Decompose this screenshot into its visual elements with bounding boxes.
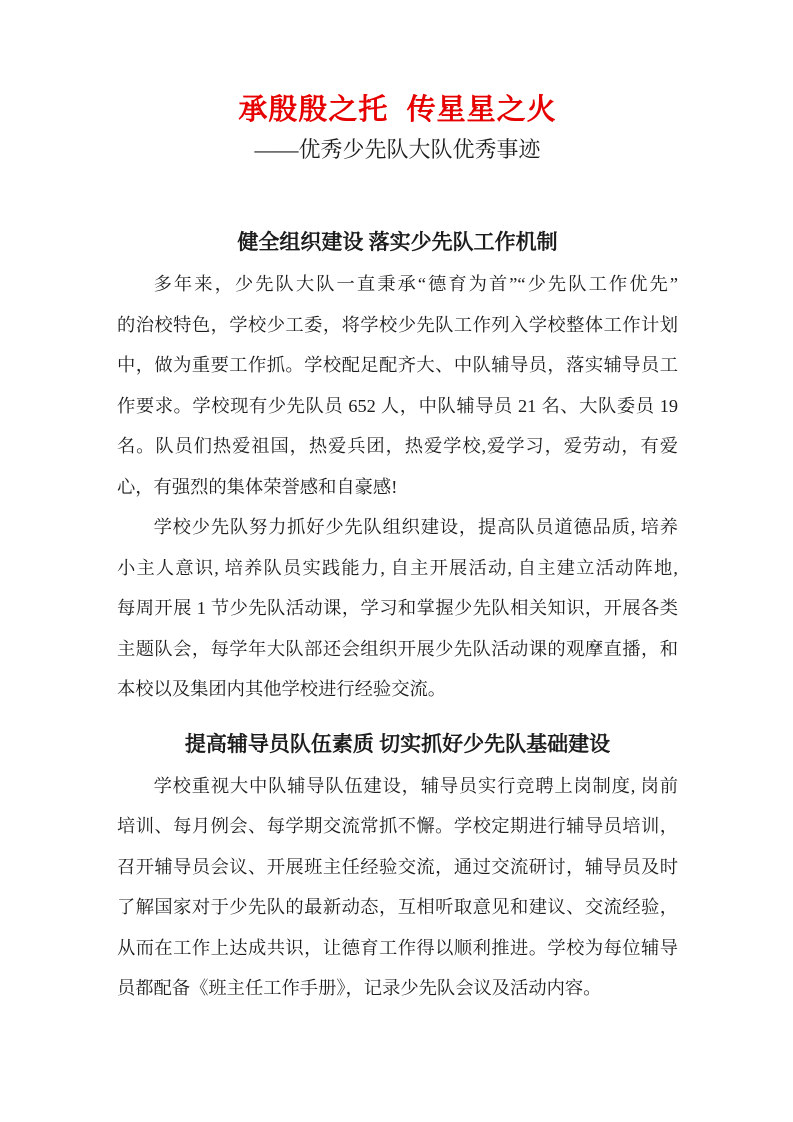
section [117, 226, 678, 710]
section-heading: 健全组织建设 落实少先队工作机制 [237, 230, 558, 254]
text-line: 作要求。学校现有少先队员 652 人，中队辅导员 21 名、大队委员 19 [117, 395, 678, 416]
section-heading: 提高辅导员队伍素质 切实抓好少先队基础建设 [184, 731, 611, 756]
document-title: 承殷殷之托 传星星之火 [238, 94, 557, 126]
text-line: 从而在工作上达成共识，让德育工作得以顺利推进。学校为每位辅导 [117, 937, 678, 958]
text-line: 每周开展 1 节少先队活动课，学习和掌握少先队相关知识，开展各类 [117, 598, 678, 618]
text-line: 名。队员们热爱祖国，热爱兵团，热爱学校,爱学习，爱劳动，有爱 [117, 436, 678, 456]
text-line: 的治校特色，学校少工委，将学校少先队工作列入学校整体工作计划 [117, 314, 678, 335]
document-body [117, 226, 678, 1009]
paragraph [117, 766, 678, 1009]
text-line: 主题队会，每学年大队部还会组织开展少先队活动课的观摩直播，和 [117, 638, 678, 659]
text-line: 了解国家对于少先队的最新动态，互相听取意见和建议、交流经验， [117, 897, 678, 917]
text-line: 召开辅导员会议、开展班主任经验交流，通过交流研讨，辅导员及时 [117, 856, 678, 877]
paragraph [117, 264, 678, 507]
text-line: 学校少先队努力抓好少先队组织建设，提高队员道德品质, 培养 [153, 517, 678, 537]
text-line: 心，有强烈的集体荣誉感和自豪感! [117, 476, 398, 497]
text-line: 培训、每月例会、每学期交流常抓不懈。学校定期进行辅导员培训， [117, 816, 678, 836]
text-line: 小主人意识, 培养队员实践能力, 自主开展活动, 自主建立活动阵地, [117, 557, 678, 578]
document-subtitle: ——优秀少先队大队优秀事迹 [254, 137, 541, 162]
text-line: 学校重视大中队辅导队伍建设，辅导员实行竞聘上岗制度, 岗前 [153, 775, 678, 796]
text-line: 员都配备《班主任工作手册》，记录少先队会议及活动内容。 [117, 978, 602, 998]
text-line: 多年来，少先队大队一直秉承“德育为首”“少先队工作优先” [153, 274, 678, 294]
section [117, 728, 678, 1009]
text-line: 中，做为重要工作抓。学校配足配齐大、中队辅导员，落实辅导员工 [117, 355, 678, 375]
paragraph [117, 507, 678, 710]
text-line: 本校以及集团内其他学校进行经验交流。 [117, 679, 447, 699]
